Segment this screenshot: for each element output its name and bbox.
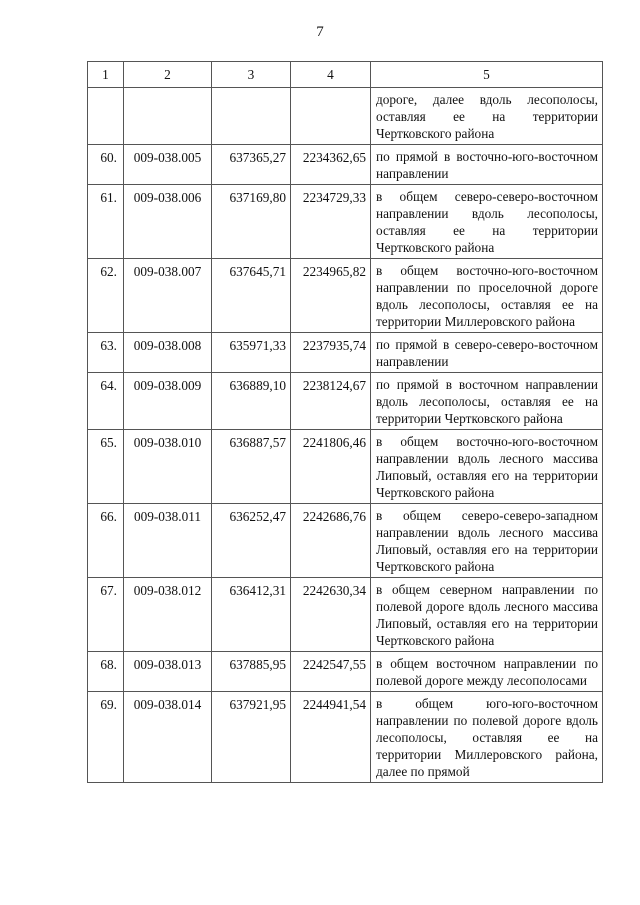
y-coordinate-cell: 2234965,82 [291, 259, 371, 333]
row-number-cell: 65. [88, 430, 124, 504]
column-header: 5 [371, 62, 603, 88]
description-cell: в общем северо-северо-западном направлении вдоль лесного массива Липовый, оставляя его на территории Чертковского района [371, 504, 603, 578]
row-number-cell: 69. [88, 692, 124, 783]
y-coordinate-cell: 2242686,76 [291, 504, 371, 578]
table-row [88, 692, 603, 783]
column-header: 3 [212, 62, 291, 88]
row-number-cell: 64. [88, 373, 124, 430]
y-coordinate-cell: 2242630,34 [291, 578, 371, 652]
description-cell: в общем восточно-юго-восточном направлении по проселочной дороге вдоль лесополосы, оставляя ее на территории Миллеровского района [371, 259, 603, 333]
row-number-cell: 68. [88, 652, 124, 692]
point-code-cell: 009-038.008 [124, 333, 212, 373]
column-header: 2 [124, 62, 212, 88]
table-row [88, 333, 603, 373]
point-code-cell: 009-038.011 [124, 504, 212, 578]
point-code-cell: 009-038.005 [124, 145, 212, 185]
description-cell: в общем восточно-юго-восточном направлении вдоль лесного массива Липовый, оставляя его на территории Чертковского района [371, 430, 603, 504]
empty-cell [212, 88, 291, 145]
row-number-cell: 60. [88, 145, 124, 185]
description-cell: в общем северо-северо-восточном направлении вдоль лесополосы, оставляя ее на территории Чертковского района [371, 185, 603, 259]
continuation-row [88, 88, 603, 145]
description-cell: в общем восточном направлении по полевой дороге между лесополосами [371, 652, 603, 692]
row-number-cell: 63. [88, 333, 124, 373]
point-code-cell: 009-038.009 [124, 373, 212, 430]
y-coordinate-cell: 2238124,67 [291, 373, 371, 430]
x-coordinate-cell: 636252,47 [212, 504, 291, 578]
y-coordinate-cell: 2234362,65 [291, 145, 371, 185]
row-number-cell: 66. [88, 504, 124, 578]
x-coordinate-cell: 637365,27 [212, 145, 291, 185]
y-coordinate-cell: 2234729,33 [291, 185, 371, 259]
point-code-cell: 009-038.006 [124, 185, 212, 259]
y-coordinate-cell: 2244941,54 [291, 692, 371, 783]
row-number-cell: 61. [88, 185, 124, 259]
description-cell: в общем юго-юго-восточном направлении по полевой дороге вдоль лесополосы, оставляя ее на территории Миллеровского района, далее по прямой [371, 692, 603, 783]
description-cell: в общем северном направлении по полевой дороге вдоль лесного массива Липовый, оставляя его на территории Чертковского района [371, 578, 603, 652]
point-code-cell: 009-038.012 [124, 578, 212, 652]
table-row [88, 652, 603, 692]
point-code-cell: 009-038.007 [124, 259, 212, 333]
table-row [88, 578, 603, 652]
table-row [88, 504, 603, 578]
empty-cell [291, 88, 371, 145]
column-header: 4 [291, 62, 371, 88]
x-coordinate-cell: 636887,57 [212, 430, 291, 504]
x-coordinate-cell: 636412,31 [212, 578, 291, 652]
row-number-cell: 67. [88, 578, 124, 652]
description-cell: по прямой в северо-северо-восточном направлении [371, 333, 603, 373]
empty-cell [88, 88, 124, 145]
row-number-cell: 62. [88, 259, 124, 333]
boundary-points-table [87, 61, 603, 783]
x-coordinate-cell: 637645,71 [212, 259, 291, 333]
point-code-cell: 009-038.013 [124, 652, 212, 692]
description-cell: по прямой в восточно-юго-восточном направлении [371, 145, 603, 185]
table-header-row [88, 62, 603, 88]
x-coordinate-cell: 635971,33 [212, 333, 291, 373]
empty-cell [124, 88, 212, 145]
column-header: 1 [88, 62, 124, 88]
description-cell: по прямой в восточном направлении вдоль лесополосы, оставляя ее на территории Чертковского района [371, 373, 603, 430]
x-coordinate-cell: 637885,95 [212, 652, 291, 692]
page-number: 7 [316, 24, 324, 40]
table-row [88, 145, 603, 185]
table-row [88, 185, 603, 259]
y-coordinate-cell: 2242547,55 [291, 652, 371, 692]
y-coordinate-cell: 2241806,46 [291, 430, 371, 504]
table-row [88, 430, 603, 504]
y-coordinate-cell: 2237935,74 [291, 333, 371, 373]
point-code-cell: 009-038.014 [124, 692, 212, 783]
description-cell: дороге, далее вдоль лесополосы, оставляя ее на территории Чертковского района [371, 88, 603, 145]
table-row [88, 373, 603, 430]
x-coordinate-cell: 636889,10 [212, 373, 291, 430]
point-code-cell: 009-038.010 [124, 430, 212, 504]
x-coordinate-cell: 637169,80 [212, 185, 291, 259]
table-row [88, 259, 603, 333]
x-coordinate-cell: 637921,95 [212, 692, 291, 783]
